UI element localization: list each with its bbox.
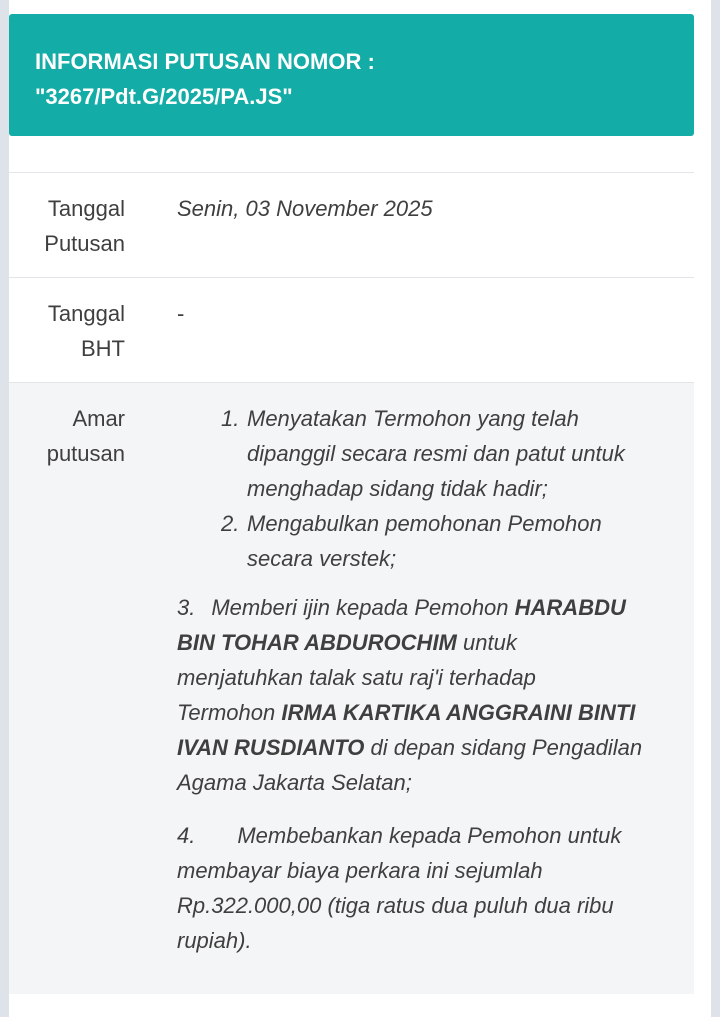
item-text: Termohon: [177, 700, 282, 725]
case-number: "3267/Pdt.G/2025/PA.JS": [35, 84, 293, 109]
item-text: dipanggil secara resmi dan patut untuk: [247, 441, 625, 466]
row-tanggal-bht: [9, 277, 694, 383]
petitioner-name: BIN TOHAR ABDUROCHIM: [177, 630, 457, 655]
header-title: INFORMASI PUTUSAN NOMOR :: [35, 49, 375, 74]
item-text: menghadap sidang tidak hadir;: [247, 476, 548, 501]
amar-item: [221, 506, 674, 576]
item-number: 1.: [221, 406, 240, 431]
item-text: rupiah).: [177, 928, 252, 953]
value-amar-putusan: [177, 401, 674, 958]
value-tanggal-bht: -: [177, 301, 185, 326]
row-amar-putusan: [9, 382, 694, 994]
decision-info-header: [9, 14, 694, 136]
label-line: Tanggal: [47, 196, 125, 221]
item-text: untuk: [456, 630, 517, 655]
item-number: 2.: [221, 511, 240, 536]
label-amar-putusan: [47, 401, 125, 471]
label-line: Putusan: [44, 231, 125, 256]
item-text: Mengabulkan pemohonan Pemohon: [247, 511, 602, 536]
item-text: secara verstek;: [247, 546, 397, 571]
label-line: putusan: [46, 441, 125, 466]
item-text: Agama Jakarta Selatan;: [177, 770, 412, 795]
petitioner-name: HARABDU: [514, 595, 626, 620]
item-text: Memberi ijin kepada Pemohon: [211, 595, 515, 620]
amar-item: [221, 401, 674, 506]
label-tanggal-bht: [48, 296, 125, 366]
item-number: 3.: [177, 595, 196, 620]
label-tanggal-putusan: [44, 191, 125, 261]
respondent-name: IRMA KARTIKA ANGGRAINI BINTI: [281, 700, 636, 725]
amar-item-4: [177, 818, 674, 958]
row-tanggal-putusan: [9, 172, 694, 278]
label-line: Tanggal: [47, 301, 125, 326]
item-text: menjatuhkan talak satu raj'i terhadap: [177, 665, 536, 690]
item-text: membayar biaya perkara ini sejumlah: [177, 858, 543, 883]
label-line: Amar: [72, 406, 125, 431]
item-text: Menyatakan Termohon yang telah: [247, 406, 579, 431]
label-line: BHT: [81, 336, 125, 361]
item-text: di depan sidang Pengadilan: [364, 735, 643, 760]
item-number: 4.: [177, 823, 196, 848]
item-text: Membebankan kepada Pemohon untuk: [237, 823, 622, 848]
item-text: Rp.322.000,00 (tiga ratus dua puluh dua ribu: [177, 893, 614, 918]
value-tanggal-putusan: Senin, 03 November 2025: [177, 196, 433, 221]
amar-item-3: [177, 590, 674, 800]
respondent-name: IVAN RUSDIANTO: [177, 735, 365, 760]
amar-list: [177, 401, 674, 576]
